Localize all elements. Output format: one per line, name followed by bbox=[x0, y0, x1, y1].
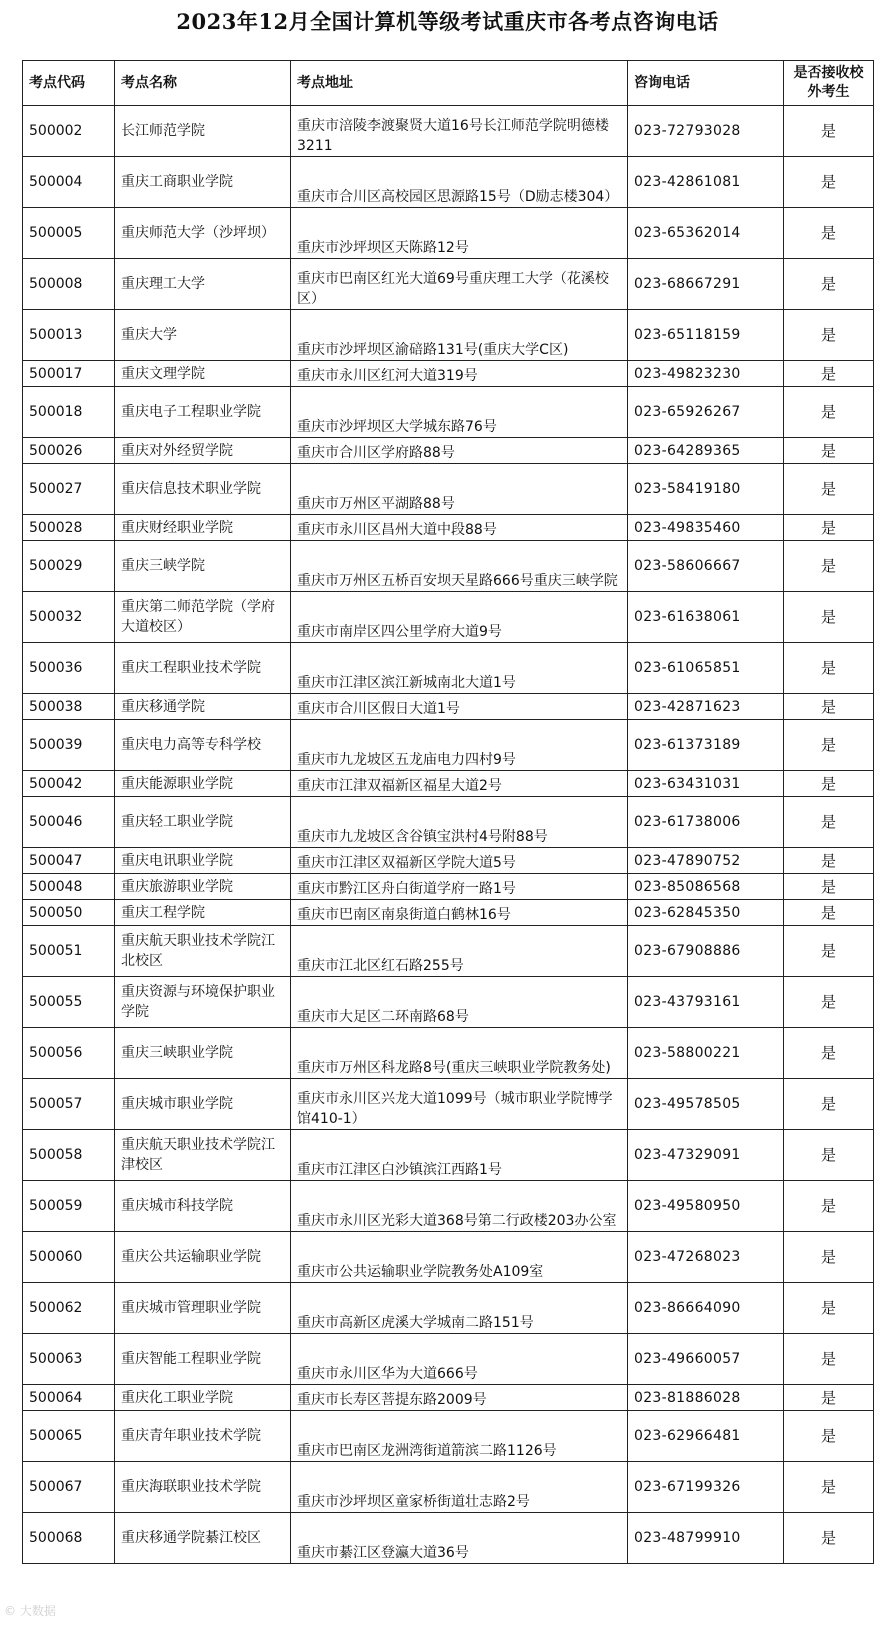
cell-address: 重庆市永川区兴龙大道1099号（城市职业学院博学馆410-1） bbox=[291, 1079, 628, 1130]
cell-code: 500051 bbox=[23, 926, 115, 977]
cell-name: 重庆师范大学（沙坪坝） bbox=[115, 208, 291, 259]
cell-accept: 是 bbox=[784, 1385, 874, 1411]
cell-code: 500047 bbox=[23, 848, 115, 874]
cell-accept: 是 bbox=[784, 1028, 874, 1079]
cell-phone: 023-49660057 bbox=[628, 1334, 784, 1385]
cell-name: 重庆三峡学院 bbox=[115, 541, 291, 592]
cell-phone: 023-67199326 bbox=[628, 1462, 784, 1513]
cell-phone: 023-65362014 bbox=[628, 208, 784, 259]
cell-accept: 是 bbox=[784, 720, 874, 771]
cell-address: 重庆市巴南区龙洲湾街道箭滨二路1126号 bbox=[291, 1411, 628, 1462]
page-title: 2023年12月全国计算机等级考试重庆市各考点咨询电话 bbox=[176, 9, 719, 34]
cell-address: 重庆市合川区学府路88号 bbox=[291, 438, 628, 464]
table-row bbox=[23, 592, 874, 643]
cell-phone: 023-58606667 bbox=[628, 541, 784, 592]
cell-phone: 023-68667291 bbox=[628, 259, 784, 310]
cell-code: 500057 bbox=[23, 1079, 115, 1130]
cell-phone: 023-42861081 bbox=[628, 157, 784, 208]
cell-phone: 023-58800221 bbox=[628, 1028, 784, 1079]
cell-code: 500017 bbox=[23, 361, 115, 387]
cell-phone: 023-49835460 bbox=[628, 515, 784, 541]
table-row bbox=[23, 106, 874, 157]
cell-accept: 是 bbox=[784, 848, 874, 874]
cell-name: 重庆电力高等专科学校 bbox=[115, 720, 291, 771]
cell-accept: 是 bbox=[784, 874, 874, 900]
cell-address: 重庆市合川区高校园区思源路15号（D励志楼304） bbox=[291, 157, 628, 208]
cell-accept: 是 bbox=[784, 208, 874, 259]
cell-code: 500046 bbox=[23, 797, 115, 848]
cell-name: 重庆移通学院 bbox=[115, 694, 291, 720]
cell-accept: 是 bbox=[784, 1283, 874, 1334]
cell-name: 重庆航天职业技术学院江北校区 bbox=[115, 926, 291, 977]
cell-code: 500032 bbox=[23, 592, 115, 643]
cell-address: 重庆市永川区昌州大道中段88号 bbox=[291, 515, 628, 541]
cell-name: 重庆理工大学 bbox=[115, 259, 291, 310]
cell-phone: 023-85086568 bbox=[628, 874, 784, 900]
cell-phone: 023-61638061 bbox=[628, 592, 784, 643]
cell-name: 重庆大学 bbox=[115, 310, 291, 361]
cell-code: 500064 bbox=[23, 1385, 115, 1411]
cell-accept: 是 bbox=[784, 771, 874, 797]
cell-name: 重庆智能工程职业学院 bbox=[115, 1334, 291, 1385]
cell-name: 重庆文理学院 bbox=[115, 361, 291, 387]
cell-accept: 是 bbox=[784, 1513, 874, 1564]
cell-accept: 是 bbox=[784, 643, 874, 694]
cell-code: 500026 bbox=[23, 438, 115, 464]
table-row bbox=[23, 900, 874, 926]
cell-code: 500048 bbox=[23, 874, 115, 900]
cell-code: 500059 bbox=[23, 1181, 115, 1232]
cell-address: 重庆市沙坪坝区天陈路12号 bbox=[291, 208, 628, 259]
table-row bbox=[23, 541, 874, 592]
header-accept: 是否接收校外考生 bbox=[784, 61, 874, 106]
cell-code: 500050 bbox=[23, 900, 115, 926]
cell-phone: 023-48799910 bbox=[628, 1513, 784, 1564]
cell-name: 重庆城市管理职业学院 bbox=[115, 1283, 291, 1334]
cell-address: 重庆市万州区五桥百安坝天星路666号重庆三峡学院 bbox=[291, 541, 628, 592]
cell-name: 重庆工程职业技术学院 bbox=[115, 643, 291, 694]
cell-accept: 是 bbox=[784, 1232, 874, 1283]
table-row bbox=[23, 694, 874, 720]
cell-name: 重庆电讯职业学院 bbox=[115, 848, 291, 874]
table-row bbox=[23, 977, 874, 1028]
table-row bbox=[23, 1283, 874, 1334]
watermark: © 大数据 bbox=[4, 1604, 56, 1618]
table-row bbox=[23, 1462, 874, 1513]
table-row bbox=[23, 259, 874, 310]
cell-code: 500042 bbox=[23, 771, 115, 797]
cell-phone: 023-49580950 bbox=[628, 1181, 784, 1232]
cell-name: 重庆海联职业技术学院 bbox=[115, 1462, 291, 1513]
cell-accept: 是 bbox=[784, 1411, 874, 1462]
cell-name: 重庆轻工职业学院 bbox=[115, 797, 291, 848]
header-code: 考点代码 bbox=[23, 61, 115, 106]
table-row bbox=[23, 1334, 874, 1385]
cell-name: 重庆城市职业学院 bbox=[115, 1079, 291, 1130]
cell-code: 500062 bbox=[23, 1283, 115, 1334]
cell-name: 重庆工程学院 bbox=[115, 900, 291, 926]
cell-phone: 023-62845350 bbox=[628, 900, 784, 926]
header-name: 考点名称 bbox=[115, 61, 291, 106]
table-row bbox=[23, 1028, 874, 1079]
table-row bbox=[23, 208, 874, 259]
cell-accept: 是 bbox=[784, 310, 874, 361]
table-row bbox=[23, 848, 874, 874]
cell-phone: 023-86664090 bbox=[628, 1283, 784, 1334]
table-row bbox=[23, 1385, 874, 1411]
cell-accept: 是 bbox=[784, 1130, 874, 1181]
cell-address: 重庆市九龙坡区五龙庙电力四村9号 bbox=[291, 720, 628, 771]
cell-phone: 023-47268023 bbox=[628, 1232, 784, 1283]
cell-name: 重庆电子工程职业学院 bbox=[115, 387, 291, 438]
cell-address: 重庆市沙坪坝区渝碚路131号(重庆大学C区) bbox=[291, 310, 628, 361]
cell-code: 500027 bbox=[23, 464, 115, 515]
table-row bbox=[23, 464, 874, 515]
cell-accept: 是 bbox=[784, 1462, 874, 1513]
table-row bbox=[23, 643, 874, 694]
cell-name: 重庆城市科技学院 bbox=[115, 1181, 291, 1232]
table-row bbox=[23, 157, 874, 208]
cell-code: 500060 bbox=[23, 1232, 115, 1283]
cell-accept: 是 bbox=[784, 900, 874, 926]
cell-address: 重庆市沙坪坝区童家桥街道壮志路2号 bbox=[291, 1462, 628, 1513]
cell-address: 重庆市巴南区南泉街道白鹤林16号 bbox=[291, 900, 628, 926]
table-row bbox=[23, 515, 874, 541]
cell-phone: 023-47890752 bbox=[628, 848, 784, 874]
cell-code: 500002 bbox=[23, 106, 115, 157]
cell-code: 500036 bbox=[23, 643, 115, 694]
cell-name: 重庆化工职业学院 bbox=[115, 1385, 291, 1411]
cell-address: 重庆市万州区科龙路8号(重庆三峡职业学院教务处) bbox=[291, 1028, 628, 1079]
cell-address: 重庆市江津双福新区福星大道2号 bbox=[291, 771, 628, 797]
cell-name: 重庆航天职业技术学院江津校区 bbox=[115, 1130, 291, 1181]
cell-name: 重庆移通学院綦江校区 bbox=[115, 1513, 291, 1564]
cell-code: 500038 bbox=[23, 694, 115, 720]
cell-accept: 是 bbox=[784, 1334, 874, 1385]
cell-accept: 是 bbox=[784, 541, 874, 592]
table-row bbox=[23, 1513, 874, 1564]
cell-code: 500028 bbox=[23, 515, 115, 541]
cell-phone: 023-49823230 bbox=[628, 361, 784, 387]
table-row bbox=[23, 310, 874, 361]
cell-code: 500055 bbox=[23, 977, 115, 1028]
cell-phone: 023-61065851 bbox=[628, 643, 784, 694]
table-row bbox=[23, 438, 874, 464]
cell-accept: 是 bbox=[784, 464, 874, 515]
exam-center-table bbox=[22, 60, 874, 1564]
table-row bbox=[23, 361, 874, 387]
cell-address: 重庆市黔江区舟白街道学府一路1号 bbox=[291, 874, 628, 900]
cell-phone: 023-65926267 bbox=[628, 387, 784, 438]
table-row bbox=[23, 387, 874, 438]
table-row bbox=[23, 720, 874, 771]
cell-address: 重庆市永川区华为大道666号 bbox=[291, 1334, 628, 1385]
cell-address: 重庆市九龙坡区含谷镇宝洪村4号附88号 bbox=[291, 797, 628, 848]
table-row bbox=[23, 1130, 874, 1181]
cell-accept: 是 bbox=[784, 1079, 874, 1130]
cell-accept: 是 bbox=[784, 387, 874, 438]
cell-phone: 023-81886028 bbox=[628, 1385, 784, 1411]
cell-name: 重庆第二师范学院（学府大道校区） bbox=[115, 592, 291, 643]
cell-phone: 023-43793161 bbox=[628, 977, 784, 1028]
cell-code: 500039 bbox=[23, 720, 115, 771]
cell-address: 重庆市江津区滨江新城南北大道1号 bbox=[291, 643, 628, 694]
cell-address: 重庆市永川区光彩大道368号第二行政楼203办公室 bbox=[291, 1181, 628, 1232]
cell-accept: 是 bbox=[784, 977, 874, 1028]
cell-address: 重庆市江津区双福新区学院大道5号 bbox=[291, 848, 628, 874]
table-row bbox=[23, 1181, 874, 1232]
cell-name: 重庆能源职业学院 bbox=[115, 771, 291, 797]
cell-code: 500056 bbox=[23, 1028, 115, 1079]
cell-phone: 023-42871623 bbox=[628, 694, 784, 720]
cell-address: 重庆市江津区白沙镇滨江西路1号 bbox=[291, 1130, 628, 1181]
cell-phone: 023-47329091 bbox=[628, 1130, 784, 1181]
cell-accept: 是 bbox=[784, 438, 874, 464]
cell-phone: 023-49578505 bbox=[628, 1079, 784, 1130]
cell-name: 长江师范学院 bbox=[115, 106, 291, 157]
cell-code: 500004 bbox=[23, 157, 115, 208]
cell-name: 重庆工商职业学院 bbox=[115, 157, 291, 208]
table-row bbox=[23, 926, 874, 977]
cell-code: 500018 bbox=[23, 387, 115, 438]
cell-code: 500058 bbox=[23, 1130, 115, 1181]
cell-code: 500063 bbox=[23, 1334, 115, 1385]
cell-code: 500068 bbox=[23, 1513, 115, 1564]
cell-name: 重庆对外经贸学院 bbox=[115, 438, 291, 464]
cell-code: 500029 bbox=[23, 541, 115, 592]
cell-code: 500008 bbox=[23, 259, 115, 310]
cell-address: 重庆市沙坪坝区大学城东路76号 bbox=[291, 387, 628, 438]
table-row bbox=[23, 1232, 874, 1283]
table-row bbox=[23, 874, 874, 900]
cell-code: 500013 bbox=[23, 310, 115, 361]
table-row bbox=[23, 1411, 874, 1462]
cell-address: 重庆市綦江区登瀛大道36号 bbox=[291, 1513, 628, 1564]
cell-code: 500067 bbox=[23, 1462, 115, 1513]
cell-address: 重庆市南岸区四公里学府大道9号 bbox=[291, 592, 628, 643]
cell-phone: 023-64289365 bbox=[628, 438, 784, 464]
cell-accept: 是 bbox=[784, 797, 874, 848]
table-header-row bbox=[23, 61, 874, 106]
header-address: 考点地址 bbox=[291, 61, 628, 106]
cell-address: 重庆市高新区虎溪大学城南二路151号 bbox=[291, 1283, 628, 1334]
cell-phone: 023-58419180 bbox=[628, 464, 784, 515]
cell-name: 重庆财经职业学院 bbox=[115, 515, 291, 541]
table-row bbox=[23, 1079, 874, 1130]
cell-code: 500005 bbox=[23, 208, 115, 259]
cell-accept: 是 bbox=[784, 694, 874, 720]
cell-accept: 是 bbox=[784, 361, 874, 387]
cell-phone: 023-62966481 bbox=[628, 1411, 784, 1462]
table-row bbox=[23, 797, 874, 848]
cell-phone: 023-65118159 bbox=[628, 310, 784, 361]
cell-address: 重庆市大足区二环南路68号 bbox=[291, 977, 628, 1028]
cell-address: 重庆市长寿区菩提东路2009号 bbox=[291, 1385, 628, 1411]
header-phone: 咨询电话 bbox=[628, 61, 784, 106]
cell-address: 重庆市永川区红河大道319号 bbox=[291, 361, 628, 387]
cell-name: 重庆信息技术职业学院 bbox=[115, 464, 291, 515]
cell-phone: 023-63431031 bbox=[628, 771, 784, 797]
cell-name: 重庆青年职业技术学院 bbox=[115, 1411, 291, 1462]
cell-accept: 是 bbox=[784, 592, 874, 643]
cell-phone: 023-61373189 bbox=[628, 720, 784, 771]
cell-address: 重庆市合川区假日大道1号 bbox=[291, 694, 628, 720]
cell-code: 500065 bbox=[23, 1411, 115, 1462]
cell-address: 重庆市巴南区红光大道69号重庆理工大学（花溪校区） bbox=[291, 259, 628, 310]
cell-accept: 是 bbox=[784, 106, 874, 157]
table-row bbox=[23, 771, 874, 797]
cell-name: 重庆公共运输职业学院 bbox=[115, 1232, 291, 1283]
cell-phone: 023-72793028 bbox=[628, 106, 784, 157]
cell-address: 重庆市公共运输职业学院教务处A109室 bbox=[291, 1232, 628, 1283]
cell-name: 重庆三峡职业学院 bbox=[115, 1028, 291, 1079]
cell-phone: 023-67908886 bbox=[628, 926, 784, 977]
cell-name: 重庆旅游职业学院 bbox=[115, 874, 291, 900]
cell-accept: 是 bbox=[784, 157, 874, 208]
cell-address: 重庆市江北区红石路255号 bbox=[291, 926, 628, 977]
cell-accept: 是 bbox=[784, 926, 874, 977]
cell-address: 重庆市万州区平湖路88号 bbox=[291, 464, 628, 515]
cell-accept: 是 bbox=[784, 515, 874, 541]
cell-accept: 是 bbox=[784, 259, 874, 310]
cell-name: 重庆资源与环境保护职业学院 bbox=[115, 977, 291, 1028]
cell-accept: 是 bbox=[784, 1181, 874, 1232]
cell-phone: 023-61738006 bbox=[628, 797, 784, 848]
cell-address: 重庆市涪陵李渡聚贤大道16号长江师范学院明德楼3211 bbox=[291, 106, 628, 157]
